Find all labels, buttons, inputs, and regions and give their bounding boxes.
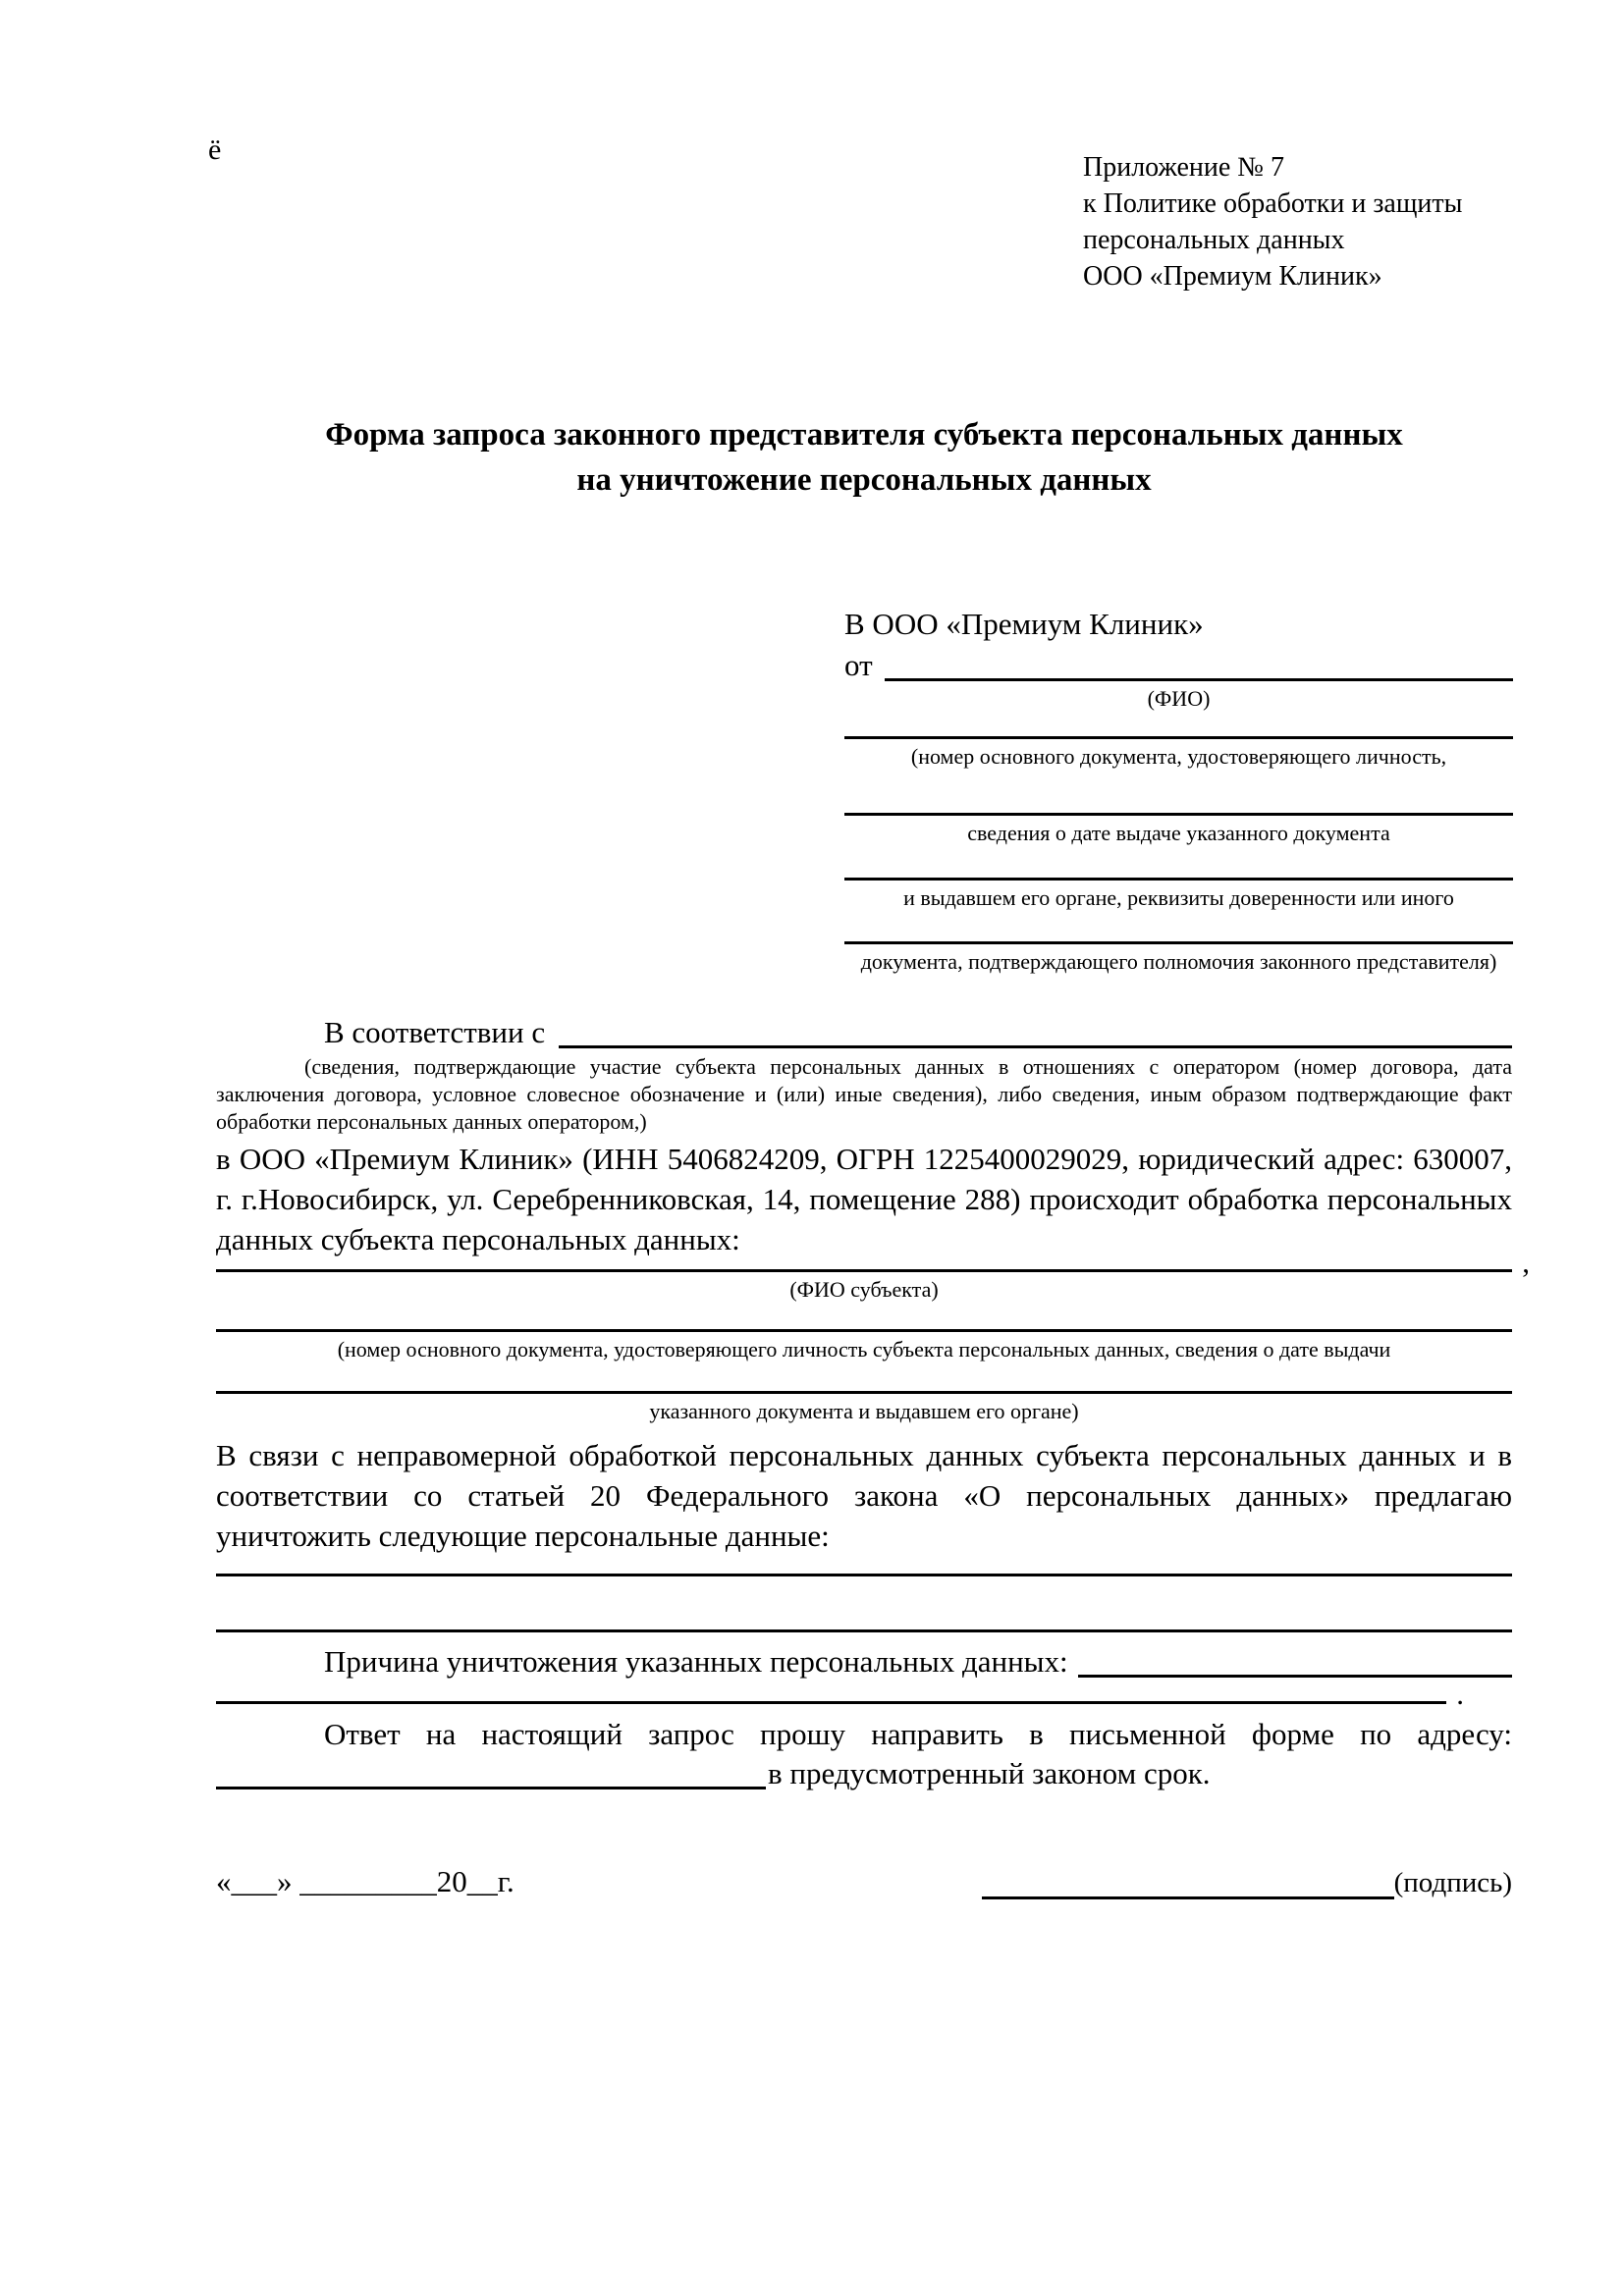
- reason-label: Причина уничтожения указанных персональных данных:: [324, 1644, 1068, 1679]
- appendix-line: Приложение № 7: [1083, 152, 1284, 183]
- appendix-line: персональных данных: [1083, 225, 1345, 255]
- subject-doc-line: [216, 1304, 1512, 1332]
- blank-fill-in-line-1: [216, 1556, 1512, 1576]
- subject-fio-line: [216, 1245, 1530, 1279]
- appendix-line: к Политике обработки и защиты: [1083, 188, 1463, 219]
- request-paragraph: В связи с неправомерной обработкой персональных данных субъекта персональных данных и в соответствии со статьей 20 Федерального закона «О персональных данных» предлагаю уничтожить следующие персональные данные:: [216, 1438, 1512, 1553]
- addressee-block: [844, 605, 1513, 976]
- fio-caption: (ФИО): [1147, 686, 1211, 711]
- footer: [216, 1863, 1512, 1899]
- subject-doc-caption-2: указанного документа и выдавшем его органе): [649, 1399, 1079, 1423]
- fill-in-line: [844, 912, 1513, 944]
- addressee-caption-1: (номер основного документа, удостоверяющего личность,: [910, 744, 1447, 769]
- accordance-row: [216, 1013, 1512, 1048]
- addressee-caption-3: и выдавшем его органе, реквизиты доверенности или иного: [903, 885, 1454, 910]
- from-fill-in-line: [885, 678, 1513, 681]
- reason-continuation-line: [216, 1677, 1464, 1711]
- reply-address-fill-in-line: [216, 1787, 766, 1789]
- appendix-header: [1083, 149, 1462, 294]
- subject-doc-caption-1: (номер основного документа, удостоверяющего личность субъекта персональных данных, сведения о дате выдачи: [337, 1337, 1391, 1362]
- fill-in-line: [844, 713, 1513, 739]
- signature-caption: (подпись): [1393, 1867, 1512, 1898]
- appendix-line: ООО «Премиум Клиник»: [1083, 261, 1382, 292]
- accordance-fill-in-line: [559, 1045, 1512, 1048]
- title-line-2: на уничтожение персональных данных: [576, 462, 1152, 498]
- operator-paragraph: в ООО «Премиум Клиник» (ИНН 5406824209, ОГРН 1225400029029, юридический адрес: 630007, г. г.Новосибирск, ул. Серебренниковская, 14, помещение 288) происходит обработка персональных данных субъекта персональных данных:: [216, 1142, 1512, 1256]
- document-title: [216, 412, 1512, 503]
- fill-in-line: [844, 847, 1513, 881]
- accordance-label: В соответствии с: [324, 1015, 546, 1049]
- date-line: «___» _________20__г.: [216, 1864, 514, 1898]
- reply-tail-text: в предусмотренный законом срок.: [768, 1756, 1211, 1790]
- fill-in-line: [844, 771, 1513, 816]
- trailing-comma: ,: [1522, 1245, 1530, 1279]
- subject-fio-caption: (ФИО субъекта): [789, 1277, 939, 1302]
- from-label: от: [844, 648, 873, 682]
- reply-address-row: [216, 1756, 1512, 1789]
- accordance-caption: (сведения, подтверждающие участие субъекта персональных данных в отношениях с оператором (номер договора, дата заключения договора, условное словесное обозначение и (или) иные сведения), либо сведения, иным образом подтверждающие факт обработки персональных данных оператором,): [216, 1054, 1512, 1134]
- reply-paragraph: Ответ на настоящий запрос прошу направить в письменной форме по адресу:: [324, 1717, 1512, 1751]
- reason-row: [216, 1642, 1512, 1678]
- addressee-to: В ООО «Премиум Клиник»: [844, 607, 1204, 641]
- body-block: [216, 1013, 1530, 1790]
- signature-area: [982, 1863, 1512, 1899]
- stray-yo-mark: ё: [208, 133, 222, 166]
- signature-fill-in-line: [982, 1863, 1394, 1899]
- subject-organ-line: [216, 1363, 1512, 1394]
- title-line-1: Форма запроса законного представителя субъекта персональных данных: [325, 417, 1403, 453]
- from-row: [844, 644, 1513, 681]
- addressee-caption-4: документа, подтверждающего полномочия законного представителя): [860, 949, 1497, 974]
- blank-fill-in-line-2: [216, 1576, 1512, 1632]
- trailing-period: .: [1456, 1677, 1464, 1711]
- addressee-caption-2: сведения о дате выдаче указанного документа: [967, 821, 1390, 845]
